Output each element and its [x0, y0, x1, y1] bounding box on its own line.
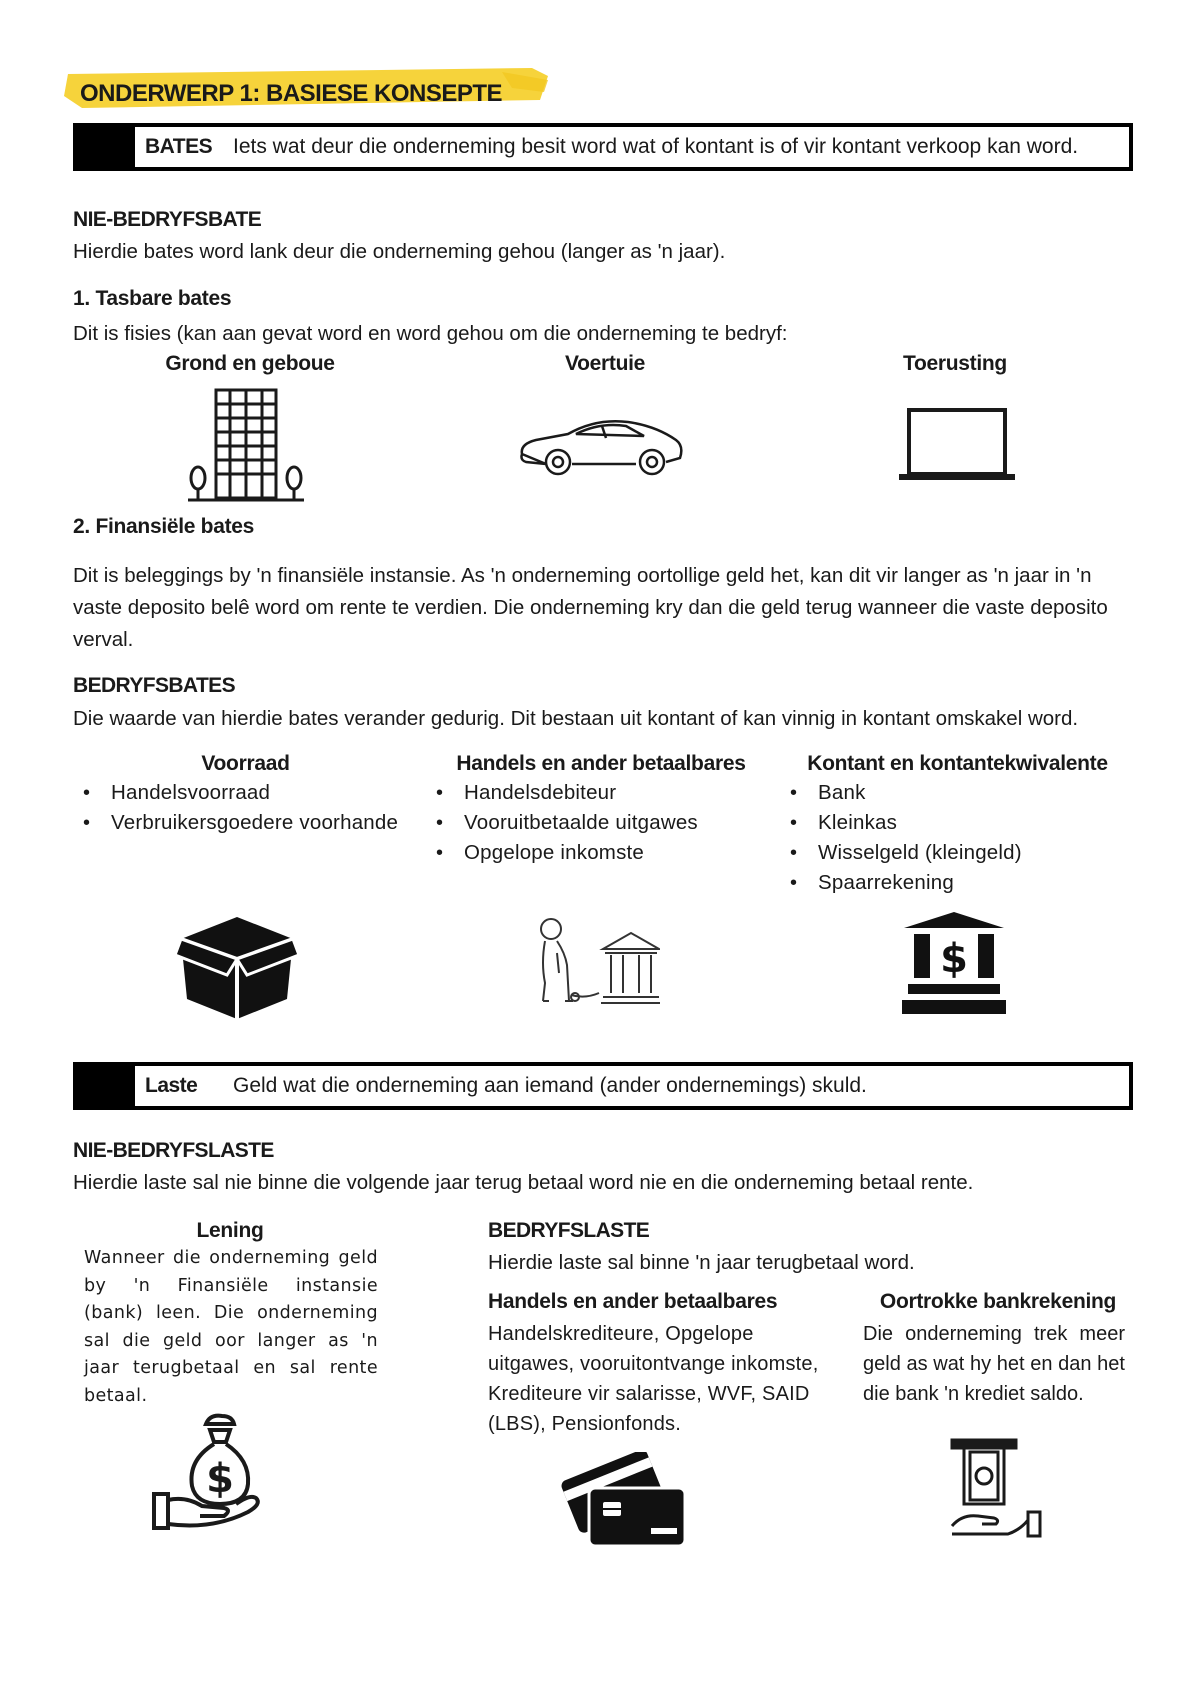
overdraft-title: Oortrokke bankrekening: [879, 1290, 1117, 1313]
car-icon: [516, 414, 686, 480]
tangible-assets-heading: 1. Tasbare bates: [73, 287, 232, 310]
list-item: • Bank: [780, 778, 1135, 808]
receivables-column: [426, 752, 776, 868]
liabilities-definition-box: [73, 1062, 1133, 1110]
box-icon: [177, 915, 297, 1021]
list-item: • Handelsdebiteur: [426, 778, 776, 808]
non-current-assets-heading: NIE-BEDRYFSBATE: [73, 208, 262, 231]
non-current-assets-description: Hierdie bates word lank deur die onderneming gehou (langer as 'n jaar).: [73, 240, 726, 263]
current-liabilities-description: Hierdie laste sal binne 'n jaar terugbetaal word.: [488, 1251, 915, 1274]
svg-text:$: $: [206, 1456, 234, 1502]
list-item: • Opgelope inkomste: [426, 838, 776, 868]
credit-cards-icon: [561, 1452, 687, 1548]
tangible-item-vehicles: Voertuie: [564, 352, 646, 375]
list-item: • Wisselgeld (kleingeld): [780, 838, 1135, 868]
cash-withdrawal-icon: [948, 1438, 1044, 1540]
list-item: • Vooruitbetaalde uitgawes: [426, 808, 776, 838]
non-current-liabilities-description: Hierdie laste sal nie binne die volgende jaar terug betaal word nie en die onderneming betaal rente.: [73, 1171, 974, 1194]
inventory-title: Voorraad: [201, 752, 290, 775]
non-current-liabilities-heading: NIE-BEDRYFSLASTE: [73, 1139, 274, 1162]
list-item: • Spaarrekening: [780, 868, 1135, 898]
topic-title: ONDERWERP 1: BASIESE KONSEPTE: [80, 80, 503, 107]
current-assets-heading: BEDRYFSBATES: [73, 674, 235, 697]
cash-column: [780, 752, 1135, 898]
list-item: • Kleinkas: [780, 808, 1135, 838]
assets-definition: Iets wat deur die onderneming besit word wat of kontant is of vir kontant verkoop kan word.: [233, 135, 1079, 158]
list-item: • Verbruikersgoedere voorhande: [73, 808, 418, 838]
loan-title: Lening: [196, 1219, 264, 1242]
payables-title: Handels en ander betaalbares: [488, 1290, 778, 1313]
assets-term: BATES: [145, 135, 213, 158]
bank-dollar-icon: [902, 910, 1006, 1016]
payables-text: Handelskrediteure, Opgelope uitgawes, vooruitontvange inkomste, Krediteure vir salarisse, WVF, SAID (LBS), Pensionfonds.: [488, 1323, 819, 1435]
cash-title: Kontant en kontantekwivalente: [807, 752, 1108, 775]
laptop-icon: [897, 406, 1017, 484]
tangible-item-land-buildings: Grond en geboue: [165, 352, 335, 375]
liabilities-definition: Geld wat die onderneming aan iemand (ander ondernemings) skuld.: [233, 1074, 867, 1097]
financial-assets-description: Dit is beleggings by 'n finansiële instansie. As 'n onderneming oortollige geld het, kan dit vir langer as 'n jaar in 'n vaste deposito belê word om rente te verdien. Die onderneming kry dan die geld terug wanneer die vaste deposito verval.: [73, 564, 1108, 651]
overdraft-text: Die onderneming trek meer geld as wat hy het en dan het die bank 'n krediet saldo.: [863, 1323, 1125, 1405]
liabilities-term: Laste: [145, 1074, 198, 1097]
assets-definition-box: [73, 123, 1133, 171]
svg-text:$: $: [940, 936, 968, 982]
building-icon: [186, 386, 306, 506]
money-bag-hand-icon: [152, 1410, 272, 1532]
tangible-assets-description: Dit is fisies (kan aan gevat word en word gehou om die onderneming te bedryf:: [73, 322, 788, 345]
financial-assets-heading: 2. Finansiële bates: [73, 515, 255, 538]
list-item: • Handelsvoorraad: [73, 778, 418, 808]
current-assets-description: Die waarde van hierdie bates verander gedurig. Dit bestaan uit kontant of kan vinnig in kontant omskakel word.: [73, 707, 1079, 730]
receivables-title: Handels en ander betaalbares: [456, 752, 746, 775]
inventory-column: [73, 752, 418, 838]
loan-text: Wanneer die onderneming geld by 'n Finansiële instansie (bank) leen. Die onderneming sal die geld oor langer as 'n jaar terugbetaal en sal rente betaal.: [84, 1248, 378, 1406]
debtor-bank-icon: [535, 913, 660, 1008]
tangible-item-equipment: Toerusting: [903, 352, 1007, 375]
current-liabilities-heading: BEDRYFSLASTE: [488, 1219, 650, 1242]
